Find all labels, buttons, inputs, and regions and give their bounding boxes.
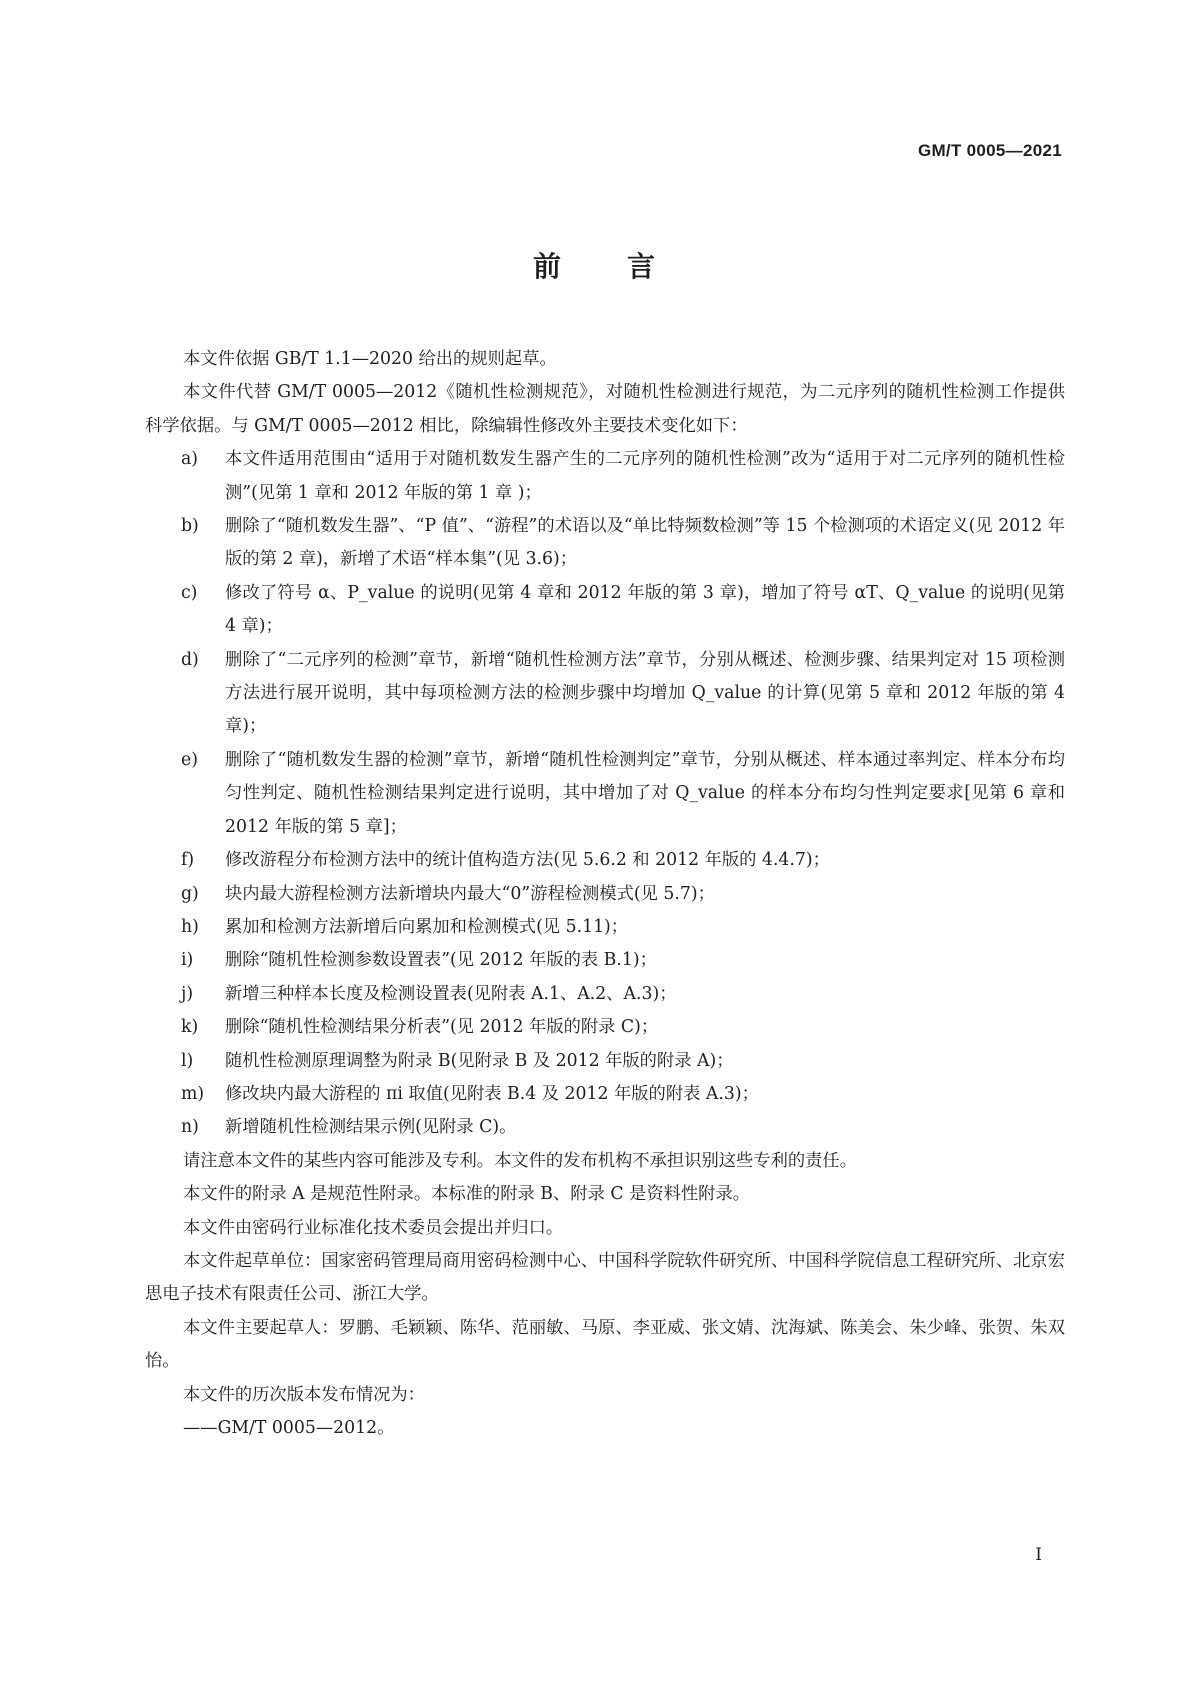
list-marker: a) [181,449,199,470]
list-item-text: 新增三种样本长度及检测设置表(见附表 A.1、A.2、A.3)； [225,983,677,1004]
para-drafters: 本文件主要起草人：罗鹏、毛颖颖、陈华、范丽敏、马原、李亚威、张文婧、沈海斌、陈美会、朱少峰、张贺、朱双怡。 [145,1317,1065,1372]
list-item-text: 累加和检测方法新增后向累加和检测模式(见 5.11)； [225,916,629,937]
list-marker: g) [181,883,199,904]
list-item-text: 修改游程分布检测方法中的统计值构造方法(见 5.6.2 和 2012 年版的 4.4.7)； [225,850,830,871]
list-item-text: 随机性检测原理调整为附录 B(见附录 B 及 2012 年版的附录 A)； [225,1050,734,1071]
page-title [0,245,1190,285]
para-history-intro: 本文件的历次版本发布情况为： [183,1384,425,1405]
list-item [145,744,1065,844]
list-marker: j) [181,983,194,1004]
list-item-text: 删除了“二元序列的检测”章节，新增“随机性检测方法”章节，分别从概述、检测步骤、结果判定对 15 项检测方法进行展开说明，其中每项检测方法的检测步骤中均增加 Q_value 的计算(见第 5 章和 2012 年版的第 4 章)； [225,649,1065,737]
list-marker: b) [181,516,199,537]
list-item [145,944,1065,977]
list-marker: m) [181,1083,205,1104]
list-marker: f) [181,850,195,871]
list-marker: n) [181,1117,199,1138]
list-item-text: 新增随机性检测结果示例(见附录 C)。 [225,1117,517,1138]
para-drafting-rules: 本文件依据 GB/T 1.1—2020 给出的规则起草。 [183,349,557,369]
page-number: I [1035,1545,1042,1565]
list-item [145,844,1065,877]
list-item-text: 修改块内最大游程的 πi 取值(见附表 B.4 及 2012 年版的附表 A.3)； [225,1083,759,1104]
standard-code: GM/T 0005—2021 [917,141,1062,160]
list-item [145,577,1065,644]
list-marker: k) [181,1017,199,1038]
changes-list [145,443,1065,1145]
list-item [145,443,1065,510]
list-item-text: 删除“随机性检测结果分析表”(见 2012 年版的附录 C)； [225,1017,659,1038]
list-marker: d) [181,649,199,670]
list-item [145,1011,1065,1044]
list-item [145,911,1065,944]
list-marker: l) [181,1050,194,1071]
list-marker: e) [181,749,198,770]
list-item [145,878,1065,911]
list-item [145,978,1065,1011]
list-item [145,644,1065,744]
list-marker: h) [181,916,199,937]
para-proposer: 本文件由密码行业标准化技术委员会提出并归口。 [183,1217,564,1238]
para-history-item: ——GM/T 0005—2012。 [183,1418,395,1438]
para-replacement: 本文件代替 GM/T 0005—2012《随机性检测规范》，对随机性检测进行规范，为二元序列的随机性检测工作提供科学依据。与 GM/T 0005—2012 相比，除编辑性修改外主要技术变化如下： [145,382,1065,436]
list-marker: i) [181,950,194,971]
list-item-text: 删除了“随机数发生器”、“P 值”、“游程”的术语以及“单比特频数检测”等 15 个检测项的术语定义(见 2012 年版的第 2 章)，新增了术语“样本集”(见 3.6)； [225,516,1065,570]
list-item-text: 删除了“随机数发生器的检测”章节，新增“随机性检测判定”章节，分别从概述、样本通过率判定、样本分布均匀性判定、随机性检测结果判定进行说明，其中增加了对 Q_value 的样本分布均匀性判定要求[见第 6 章和 2012 年版的第 5 章]； [225,749,1065,837]
list-item-text: 删除“随机性检测参数设置表”(见 2012 年版的表 B.1)； [225,950,657,971]
list-item [145,1111,1065,1144]
list-marker: c) [181,582,198,603]
title-char-1: 前 [532,250,563,283]
list-item [145,1078,1065,1111]
para-drafting-units: 本文件起草单位：国家密码管理局商用密码检测中心、中国科学院软件研究所、中国科学院信息工程研究所、北京宏思电子技术有限责任公司、浙江大学。 [145,1250,1065,1305]
list-item-text: 块内最大游程检测方法新增块内最大“0”游程检测模式(见 5.7)； [225,883,715,904]
list-item [145,1045,1065,1078]
title-char-2: 言 [627,250,658,283]
list-item-text: 本文件适用范围由“适用于对随机数发生器产生的二元序列的随机性检测”改为“适用于对二元序列的随机性检测”(见第 1 章和 2012 年版的第 1 章 )； [225,449,1065,503]
list-item-text: 修改了符号 α、P_value 的说明(见第 4 章和 2012 年版的第 3 章)，增加了符号 αT、Q_value 的说明(见第 4 章)； [225,582,1065,637]
para-patent-notice: 请注意本文件的某些内容可能涉及专利。本文件的发布机构不承担识别这些专利的责任。 [183,1150,857,1171]
foreword-body [145,343,1065,1445]
list-item [145,510,1065,577]
para-annex: 本文件的附录 A 是规范性附录。本标准的附录 B、附录 C 是资料性附录。 [183,1184,751,1205]
